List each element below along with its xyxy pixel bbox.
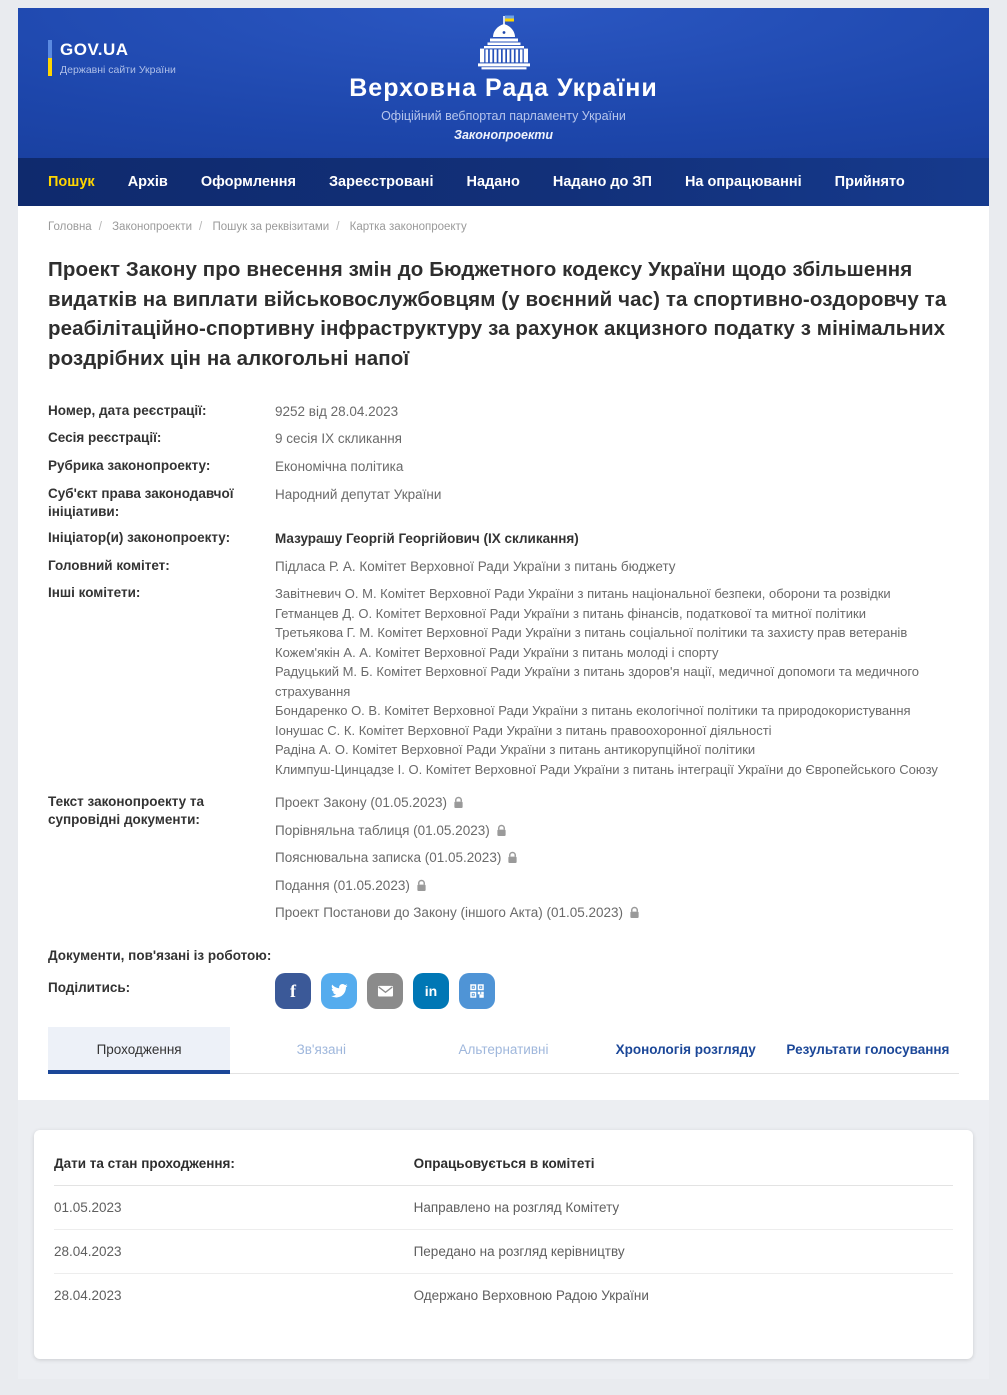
field-row [48, 553, 959, 581]
tab-alternatyvni[interactable]: Альтернативні [412, 1027, 594, 1074]
field-label: Суб'єкт права законодавчої ініціативи: [48, 485, 234, 519]
table-row [54, 1186, 953, 1230]
breadcrumb [18, 206, 989, 239]
bill-initiator: Мазурашу Георгій Георгійович (IX скликання) [275, 531, 579, 546]
document-link[interactable]: Проект Закону (01.05.2023) [275, 795, 447, 811]
lock-icon [453, 796, 464, 809]
related-docs-row [48, 935, 959, 969]
tab-zviazani[interactable]: Зв'язані [230, 1027, 412, 1074]
field-value: 9 сесія IX скликання [275, 431, 402, 447]
tab-rezultaty[interactable]: Результати голосування [777, 1027, 959, 1074]
main-committee: Підласа Р. А. Комітет Верховної Ради України з питань бюджету [275, 558, 676, 574]
field-row [48, 525, 959, 553]
main-nav [18, 158, 989, 206]
related-docs-label: Документи, пов'язані із роботою: [48, 947, 272, 963]
share-row [48, 969, 959, 1011]
document-link-wrap [275, 821, 640, 841]
rada-building-icon [472, 14, 536, 72]
document-link-wrap [275, 848, 640, 868]
site-subtitle: Офіційний вебпортал парламенту України [381, 109, 626, 123]
site-header [18, 8, 989, 158]
documents-list [275, 793, 640, 931]
share-icons [275, 973, 495, 1009]
bill-details [18, 398, 989, 1074]
committee-item: Кожем'якін А. А. Комітет Верховної Ради України з питань молоді і спорту [275, 644, 719, 660]
field-label: Ініціатор(и) законопроекту: [48, 530, 231, 545]
field-label: Головний комітет: [48, 557, 170, 573]
table-row [54, 1230, 953, 1274]
other-committees-list [275, 584, 959, 779]
progress-table [54, 1140, 953, 1317]
field-label: Сесія реєстрації: [48, 430, 162, 446]
committee-item: Завітневич О. М. Комітет Верховної Ради України з питань національної безпеки, оборони та розвідки [275, 586, 891, 602]
qr-glyph [468, 982, 486, 1000]
nav-item-nadano-do-zp[interactable]: Надано до ЗП [552, 174, 652, 190]
site-brand[interactable] [18, 8, 989, 158]
section-label: Законопроекти [453, 128, 554, 142]
nav-item-na-opratsiuvanni[interactable]: На опрацюванні [684, 174, 802, 190]
document-link[interactable]: Порівняльна таблиця (01.05.2023) [275, 822, 490, 838]
progress-header-status: Опрацьовується в комітеті [414, 1140, 953, 1186]
lock-icon [496, 824, 507, 837]
other-committees-row [48, 580, 959, 783]
share-label: Поділитись: [48, 980, 131, 996]
field-label: Рубрика законопроекту: [48, 458, 211, 473]
breadcrumb-home[interactable]: Головна [48, 221, 92, 233]
document-link-wrap [275, 903, 640, 923]
nav-item-pryiniato[interactable]: Прийнято [834, 174, 905, 190]
nav-item-poshuk[interactable]: Пошук [48, 174, 95, 190]
nav-item-oformlennia[interactable]: Оформлення [200, 174, 296, 190]
field-row [48, 453, 959, 481]
committee-item: Іонушас С. К. Комітет Верховної Ради України з питань правоохоронної діяльності [275, 722, 772, 738]
committee-item: Радуцький М. Б. Комітет Верховної Ради України з питань здоров'я нації, медичної допомоги та медичного страхування [275, 664, 920, 699]
nav-item-nadano[interactable]: Надано [466, 174, 520, 190]
tab-khronolohiia[interactable]: Хронологія розгляду [595, 1027, 777, 1074]
linkedin-icon[interactable]: in [413, 973, 449, 1009]
document-link-wrap [275, 793, 640, 813]
field-value: 9252 від 28.04.2023 [275, 403, 399, 419]
lock-icon [416, 879, 427, 892]
committee-item: Бондаренко О. В. Комітет Верховної Ради України з питань екологічної політики та природокористування [275, 703, 911, 719]
progress-date: 28.04.2023 [54, 1288, 122, 1304]
site-title: Верховна Рада України [349, 74, 658, 102]
envelope-icon [376, 983, 395, 999]
field-row [48, 481, 959, 525]
page-title: Проект Закону про внесення змін до Бюджетного кодексу України щодо збільшення видатків на виплати військовослужбовцям (у воєнний час) та спортивно-оздоровчу та реабілітаційно-спортивну інфраструктуру за рахунок акцизного податку з мінімальних роздрібних цін на алкогольні напої [48, 258, 947, 371]
progress-date: 01.05.2023 [54, 1186, 414, 1230]
progress-date: 28.04.2023 [54, 1230, 414, 1274]
twitter-bird-icon [330, 982, 348, 1000]
tab-prokhodzhennia[interactable]: Проходження [48, 1027, 230, 1074]
gov-ua-logo[interactable] [48, 40, 176, 76]
lock-icon [507, 851, 518, 864]
progress-status: Передано на розгляд керівництву [414, 1230, 953, 1274]
gov-ua-title: GOV.UA [60, 40, 129, 59]
field-label: Номер, дата реєстрації: [48, 402, 207, 418]
field-row [48, 425, 959, 453]
committee-item: Гетманцев Д. О. Комітет Верховної Ради України з питань фінансів, податкової та митної політики [275, 605, 866, 621]
progress-header-dates: Дати та стан проходження: [54, 1140, 414, 1186]
breadcrumb-poshuk[interactable]: Пошук за реквізитами [212, 221, 330, 233]
committee-item: Радіна А. О. Комітет Верховної Ради України з питань антикорупційної політики [275, 742, 756, 758]
document-link[interactable]: Проект Постанови до Закону (іншого Акта) (01.05.2023) [275, 905, 624, 921]
progress-status: Направлено на розгляд Комітету [414, 1186, 953, 1230]
progress-status: Одержано Верховною Радою України [413, 1288, 649, 1304]
qr-code-icon[interactable] [459, 973, 495, 1009]
nav-item-zareiestrovani[interactable]: Зареєстровані [328, 174, 434, 190]
lock-icon [629, 906, 640, 919]
document-link[interactable]: Подання (01.05.2023) [275, 877, 410, 893]
breadcrumb-zakonoproekty[interactable]: Законопроекти [112, 221, 193, 233]
field-label: Інші комітети: [48, 585, 141, 601]
gov-ua-flag-bar [48, 40, 52, 76]
field-row [48, 398, 959, 426]
document-link-wrap [275, 876, 640, 896]
committee-item: Третьякова Г. М. Комітет Верховної Ради України з питань соціальної політики та захисту прав ветеранів [275, 625, 908, 641]
page [18, 8, 989, 1379]
gov-ua-subtitle: Державні сайти України [60, 64, 176, 76]
field-value: Народний депутат України [275, 486, 442, 502]
tab-bar [48, 1027, 959, 1074]
twitter-icon[interactable] [321, 973, 357, 1009]
committee-item: Климпуш-Цинцадзе І. О. Комітет Верховної Ради України з питань інтеграції України до Європейського Союзу [275, 761, 938, 777]
facebook-icon[interactable]: f [275, 973, 311, 1009]
table-row [54, 1274, 953, 1318]
document-link[interactable]: Пояснювальна записка (01.05.2023) [275, 850, 502, 866]
field-label: Текст законопроекту та супровідні документи: [48, 794, 205, 828]
email-icon[interactable] [367, 973, 403, 1009]
breadcrumb-current: Картка законопроекту [349, 221, 467, 233]
progress-card [34, 1130, 973, 1359]
progress-section [18, 1100, 989, 1379]
field-value: Економічна політика [275, 459, 404, 474]
nav-item-arkhiv[interactable]: Архів [127, 174, 168, 190]
documents-row [48, 783, 959, 935]
